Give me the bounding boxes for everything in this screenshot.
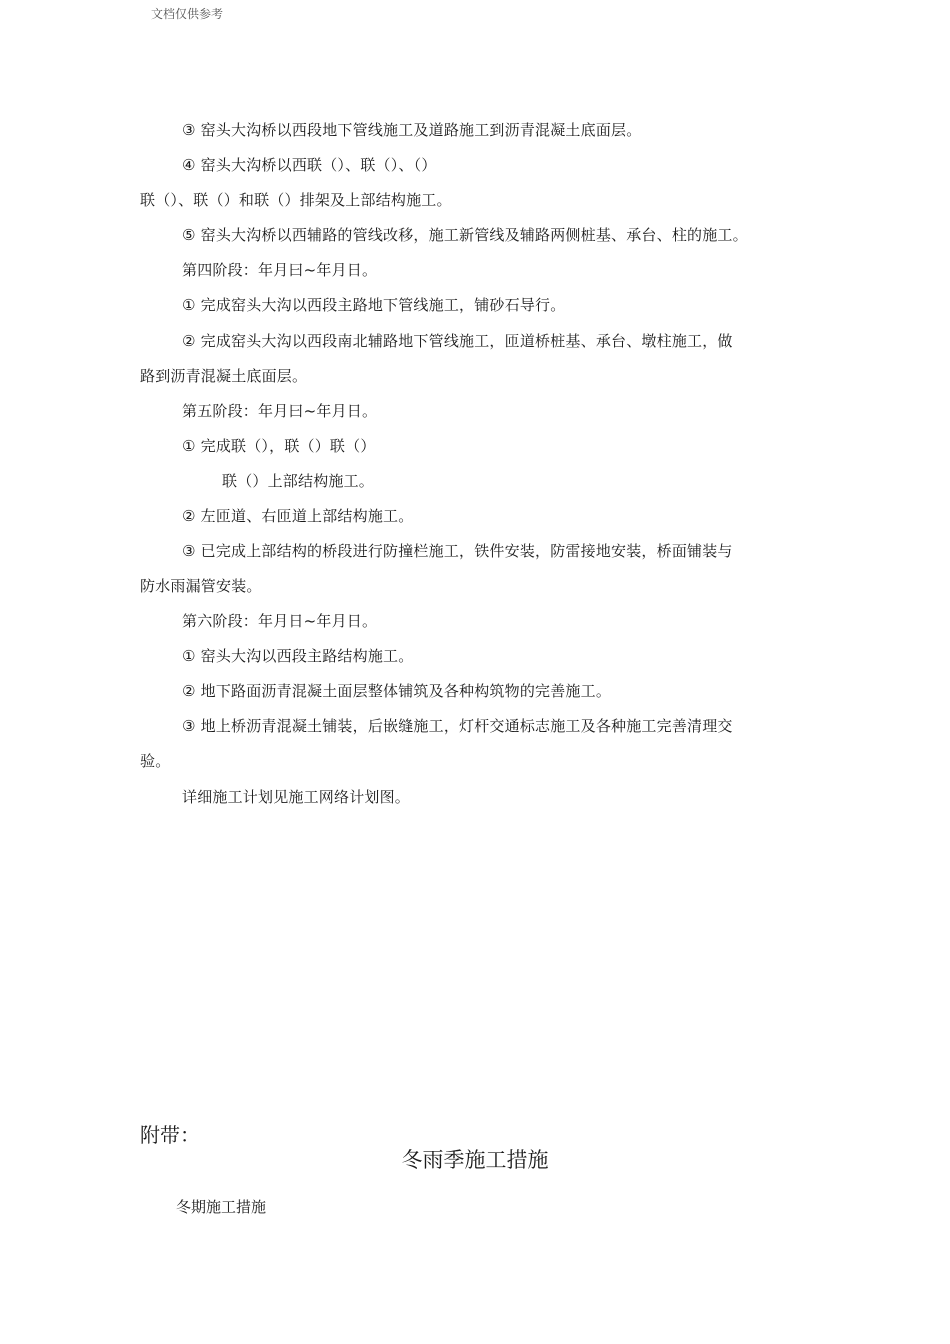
body-line: ② 左匝道、右匝道上部结构施工。 [182, 507, 414, 525]
appendix-label: 附带： [140, 1123, 200, 1147]
body-line: ③ 已完成上部结构的桥段进行防撞栏施工，铁件安装，防雷接地安装，桥面铺装与 [182, 542, 733, 560]
subsection-title: 冬期施工措施 [176, 1198, 267, 1216]
stage-heading: 第六阶段：年月日~年月日。 [182, 612, 378, 630]
body-line: ① 完成联（），联（）联（） [182, 437, 376, 455]
body-line: ① 窑头大沟以西段主路结构施工。 [182, 647, 414, 665]
body-line: 详细施工计划见施工网络计划图。 [182, 788, 411, 806]
body-line: ① 完成窑头大沟以西段主路地下管线施工，铺砂石导行。 [182, 296, 566, 314]
body-line: 验。 [140, 752, 171, 770]
body-line: 联（）、联（）和联（）排架及上部结构施工。 [140, 191, 452, 209]
body-line: 防水雨漏管安装。 [140, 577, 262, 595]
body-line: 联（）上部结构施工。 [222, 472, 375, 490]
body-line: ② 地下路面沥青混凝土面层整体铺筑及各种构筑物的完善施工。 [182, 682, 612, 700]
body-line: 路到沥青混凝土底面层。 [140, 367, 308, 385]
body-line: ② 完成窑头大沟以西段南北辅路地下管线施工，匝道桥桩基、承台、墩柱施工，做 [182, 332, 733, 350]
body-line: ⑤ 窑头大沟桥以西辅路的管线改移，施工新管线及辅路两侧桩基、承台、柱的施工。 [182, 226, 748, 244]
section-title: 冬雨季施工措施 [401, 1148, 549, 1172]
stage-heading: 第四阶段：年月曰~年月日。 [182, 261, 378, 279]
body-line: ④ 窑头大沟桥以西联（）、联（）、（） [182, 156, 437, 174]
body-line: ③ 窑头大沟桥以西段地下管线施工及道路施工到沥青混凝土底面层。 [182, 121, 642, 139]
header-note: 文档仅供参考 [151, 7, 224, 21]
body-line: ③ 地上桥沥青混凝土铺装，后嵌缝施工，灯杆交通标志施工及各种施工完善清理交 [182, 717, 733, 735]
stage-heading: 第五阶段：年月曰~年月日。 [182, 402, 378, 420]
